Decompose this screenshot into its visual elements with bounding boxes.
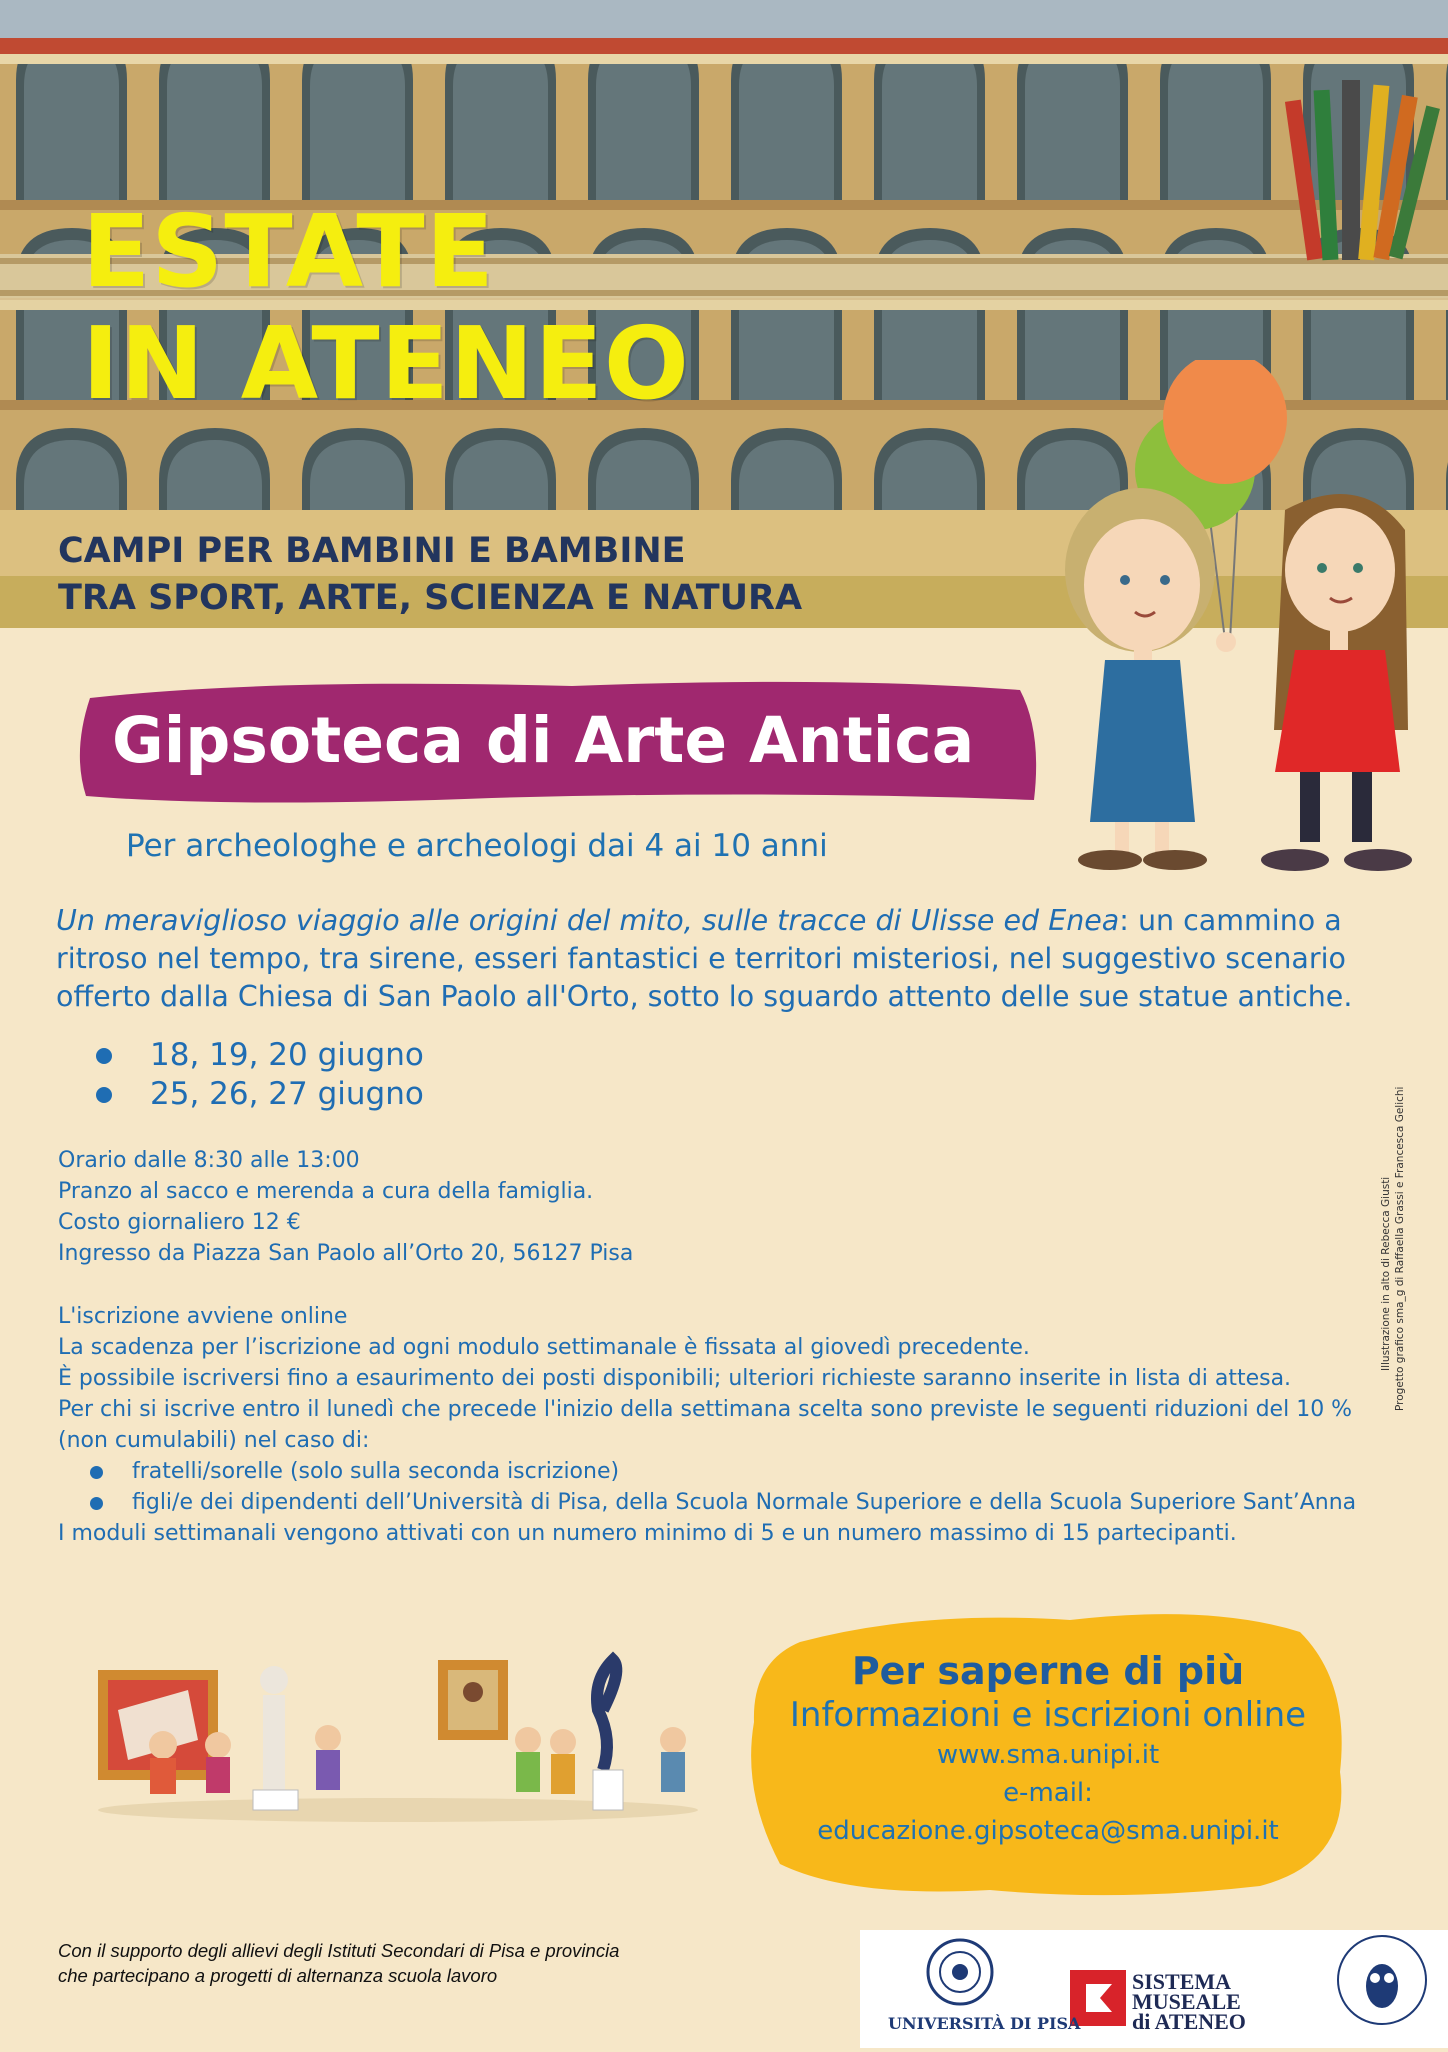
- discount-item: fratelli/sorelle (solo sulla seconda iscrizione): [58, 1456, 1398, 1487]
- sma-logo-text: [1132, 1969, 1246, 2034]
- intro-italic: Un meraviglioso viaggio alle origini del mito, sulle tracce di Ulisse ed Enea: [56, 904, 1120, 937]
- dates-list: [96, 1036, 424, 1114]
- credit-line-2: Progetto grafico sma_g di Raffaella Grassi e Francesca Gelichi: [1394, 1086, 1406, 1411]
- university-seal-icon: [928, 1940, 992, 2004]
- sma-line-3: di ATENEO: [1132, 2009, 1246, 2034]
- sma-line-2: MUSEALE: [1132, 1989, 1241, 2014]
- registration-line: È possibile iscriversi fino a esaurimento dei posti disponibili; ulteriori richieste saranno inserite in lista di attesa.: [58, 1366, 1292, 1391]
- credit-line-1: Illustrazione in alto di Rebecca Giusti: [1380, 1176, 1392, 1371]
- owl-department-icon: [1338, 1936, 1426, 2024]
- support-note-line-2: che partecipano a progetti di alternanza scuola lavoro: [58, 1965, 498, 1986]
- title-line-2: IN ATENEO: [82, 305, 690, 422]
- info-lunch: Pranzo al sacco e merenda a cura della famiglia.: [58, 1179, 594, 1204]
- subtitle-line-2: TRA SPORT, ARTE, SCIENZA E NATURA: [58, 578, 803, 618]
- practical-info: [58, 1145, 633, 1269]
- title-line-1: ESTATE: [82, 193, 495, 310]
- intro-paragraph: [56, 902, 1396, 1016]
- museum-visit-illustration: [88, 1650, 708, 1825]
- info-cost: Costo giornaliero 12 €: [58, 1210, 301, 1235]
- statue-icon: [263, 1695, 285, 1795]
- email-label: e-mail:: [1003, 1778, 1093, 1808]
- email-link[interactable]: educazione.gipsoteca@sma.unipi.it: [817, 1816, 1279, 1846]
- more-info-box: [748, 1648, 1348, 1850]
- registration-line: La scadenza per l’iscrizione ad ogni modulo settimanale è fissata al giovedì precedente.: [58, 1335, 1030, 1360]
- discount-item: figli/e dei dipendenti dell’Università di Pisa, della Scuola Normale Superiore e della Scuola Superiore Sant’Anna: [58, 1487, 1398, 1518]
- info-schedule: Orario dalle 8:30 alle 13:00: [58, 1148, 360, 1173]
- discount-list: [58, 1456, 1398, 1518]
- website-link[interactable]: www.sma.unipi.it: [936, 1740, 1160, 1770]
- registration-line: Per chi si iscrive entro il lunedì che precede l'inizio della settimana scelta sono previste le seguenti riduzioni del 10 % (non cumulabili) nel caso di:: [58, 1397, 1353, 1453]
- subtitle-line-1: CAMPI PER BAMBINI E BAMBINE: [58, 531, 686, 571]
- illustration-credits: [1380, 1086, 1410, 1411]
- subtitle: [58, 528, 802, 622]
- intro-rest: : un cammino a ritroso nel tempo, tra sirene, esseri fantastici e territori misteriosi, nel suggestivo scenario offerto dalla Chiesa di San Paolo all'Orto, sotto lo sguardo attento delle sue statue antiche.: [56, 904, 1353, 1013]
- support-note: [58, 1938, 619, 1988]
- page-title: [82, 193, 690, 422]
- age-range: Per archeologhe e archeologi dai 4 ai 10 anni: [126, 828, 828, 864]
- unipi-logo-text: UNIVERSITÀ DI PISA: [888, 2014, 1081, 2033]
- banner-title: Gipsoteca di Arte Antica: [112, 704, 975, 777]
- date-item: 18, 19, 20 giugno: [96, 1036, 424, 1075]
- support-note-line-1: Con il supporto degli allievi degli Istituti Secondari di Pisa e provincia: [58, 1940, 620, 1961]
- info-entrance: Ingresso da Piazza San Paolo all’Orto 20, 56127 Pisa: [58, 1241, 634, 1266]
- sma-line-1: SISTEMA: [1132, 1969, 1232, 1994]
- sculpture-icon: [597, 1660, 616, 1770]
- more-info-subtitle: Informazioni e iscrizioni online: [789, 1695, 1307, 1735]
- more-info-title: Per saperne di più: [851, 1649, 1245, 1693]
- logos-bar: [860, 1930, 1448, 2048]
- registration-line: L'iscrizione avviene online: [58, 1304, 348, 1329]
- registration-info: [58, 1301, 1398, 1549]
- children-with-balloons-illustration: [1060, 360, 1420, 880]
- registration-closing: I moduli settimanali vengono attivati con un numero minimo di 5 e un numero massimo di 15 partecipanti.: [58, 1521, 1237, 1546]
- date-item: 25, 26, 27 giugno: [96, 1075, 424, 1114]
